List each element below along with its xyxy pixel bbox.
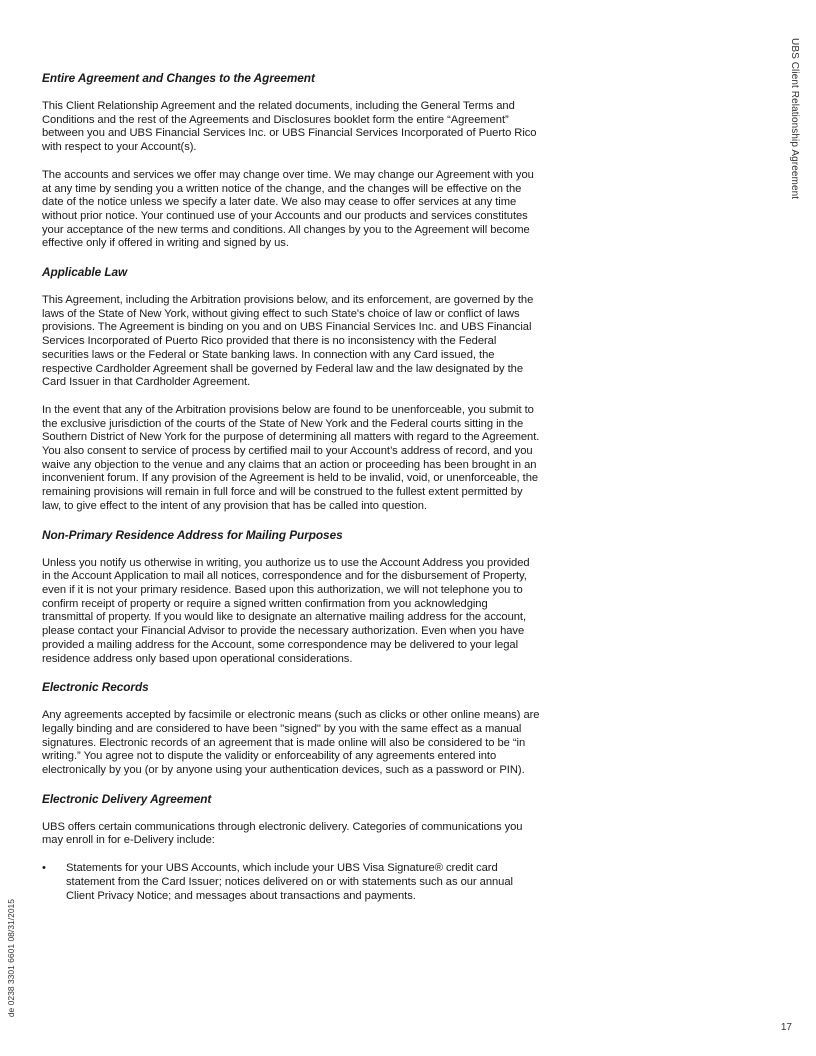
paragraph-governing-law: This Agreement, including the Arbitration provisions below, and its enforcement, are governed by the laws of the State of New York, without giving effect to such State's choice of law or conflict of laws provisions. The Agreement is binding on you and on UBS Financial Services Inc. and UBS Financial Services Incorporated of Puerto Rico provided that there is no inconsistency with the Federal securities laws or the Federal or State banking laws. In connection with any Card issued, the respective Cardholder Agreement shall be governed by Federal law and the law designated by the Card Issuer in that Cardholder Agreement.: [42, 294, 534, 389]
paragraph-jurisdiction: In the event that any of the Arbitration provisions below are found to be unenforceable, you submit to the exclusive jurisdiction of the courts of the State of New York and the Federal courts sitting in the Southern District of New York for the purpose of determining all matters with regard to the Agreement. You also consent to service of process by certified mail to your Account’s address of record, and you waive any objection to the venue and any claims that an action or proceeding has been brought in an inconvenient forum. If any provision of the Agreement is held to be invalid, void, or unenforceable, the remaining provisions will remain in full force and will be construed to the fullest extent permitted by law, to give effect to the intent of any provision that has be called into question.: [42, 403, 540, 512]
section-heading-mailing-address: Non-Primary Residence Address for Mailing Purposes: [42, 527, 343, 542]
paragraph-agreement-changes: The accounts and services we offer may change over time. We may change our Agreement with you at any time by sending you a written notice of the change, and the changes will be effective on the date of the notice unless we specify a later date. We also may cease to offer services at any time without prior notice. Your continued use of your Accounts and our products and services constitutes your acceptance of the new terms and conditions. All changes by you to the Agreement will become effective only if offered in writing and signed by us.: [42, 168, 534, 250]
paragraph-agreement-definition: This Client Relationship Agreement and the related documents, including the General Terms and Conditions and the rest of the Agreements and Disclosures booklet form the entire “Agreement” between you and UBS Financial Services Inc. or UBS Financial Services Incorporated of Puerto Rico with respect to your Account(s).: [42, 100, 537, 154]
bullet-icon: •: [42, 862, 46, 875]
list-item: [42, 862, 540, 903]
document-code: de 0238 3301 6601 08/31/2015: [6, 898, 16, 1017]
side-document-title: UBS Client Relationship Agreement: [789, 38, 800, 200]
paragraph-edelivery-intro: UBS offers certain communications through electronic delivery. Categories of communications you may enroll in for e-Delivery include:: [42, 820, 523, 847]
paragraph-mailing-address: Unless you notify us otherwise in writing, you authorize us to use the Account Address you provided in the Account Application to mail all notices, correspondence and for the disbursement of Property, even if it is not your primary residence. Based upon this authorization, we will not telephone you to confirm receipt of property or require a signed written confirmation from you acknowledging transmittal of property. If you would like to designate an alternative mailing address for the account, please contact your Financial Advisor to provide the necessary authorization. Even when you have provided a mailing address for the Account, some correspondence may be delivered to your legal residence address only based upon operational considerations.: [42, 556, 530, 665]
section-heading-applicable-law: Applicable Law: [42, 265, 128, 280]
paragraph-electronic-records: Any agreements accepted by facsimile or electronic means (such as clicks or other online means) are legally binding and are considered to have been "signed" by you with the same effect as a manual signatures. Electronic records of an agreement that is made online will also be considered to be “in writing.” You agree not to dispute the validity or enforceability of any agreements entered into electronically by you (or by anyone using your authentication devices, such as a password or PIN).: [42, 709, 540, 777]
section-heading-electronic-delivery: Electronic Delivery Agreement: [42, 791, 212, 806]
section-heading-electronic-records: Electronic Records: [42, 680, 149, 695]
list-item-text: Statements for your UBS Accounts, which include your UBS Visa Signature® credit card statement from the Card Issuer; notices delivered on or with statements such as our annual Client Privacy Notice; and messages about transactions and payments.: [66, 862, 513, 902]
section-heading-entire-agreement: Entire Agreement and Changes to the Agreement: [42, 71, 315, 85]
page-content: [42, 71, 540, 903]
edelivery-categories-list: [42, 862, 540, 903]
page-number: 17: [780, 1022, 792, 1033]
